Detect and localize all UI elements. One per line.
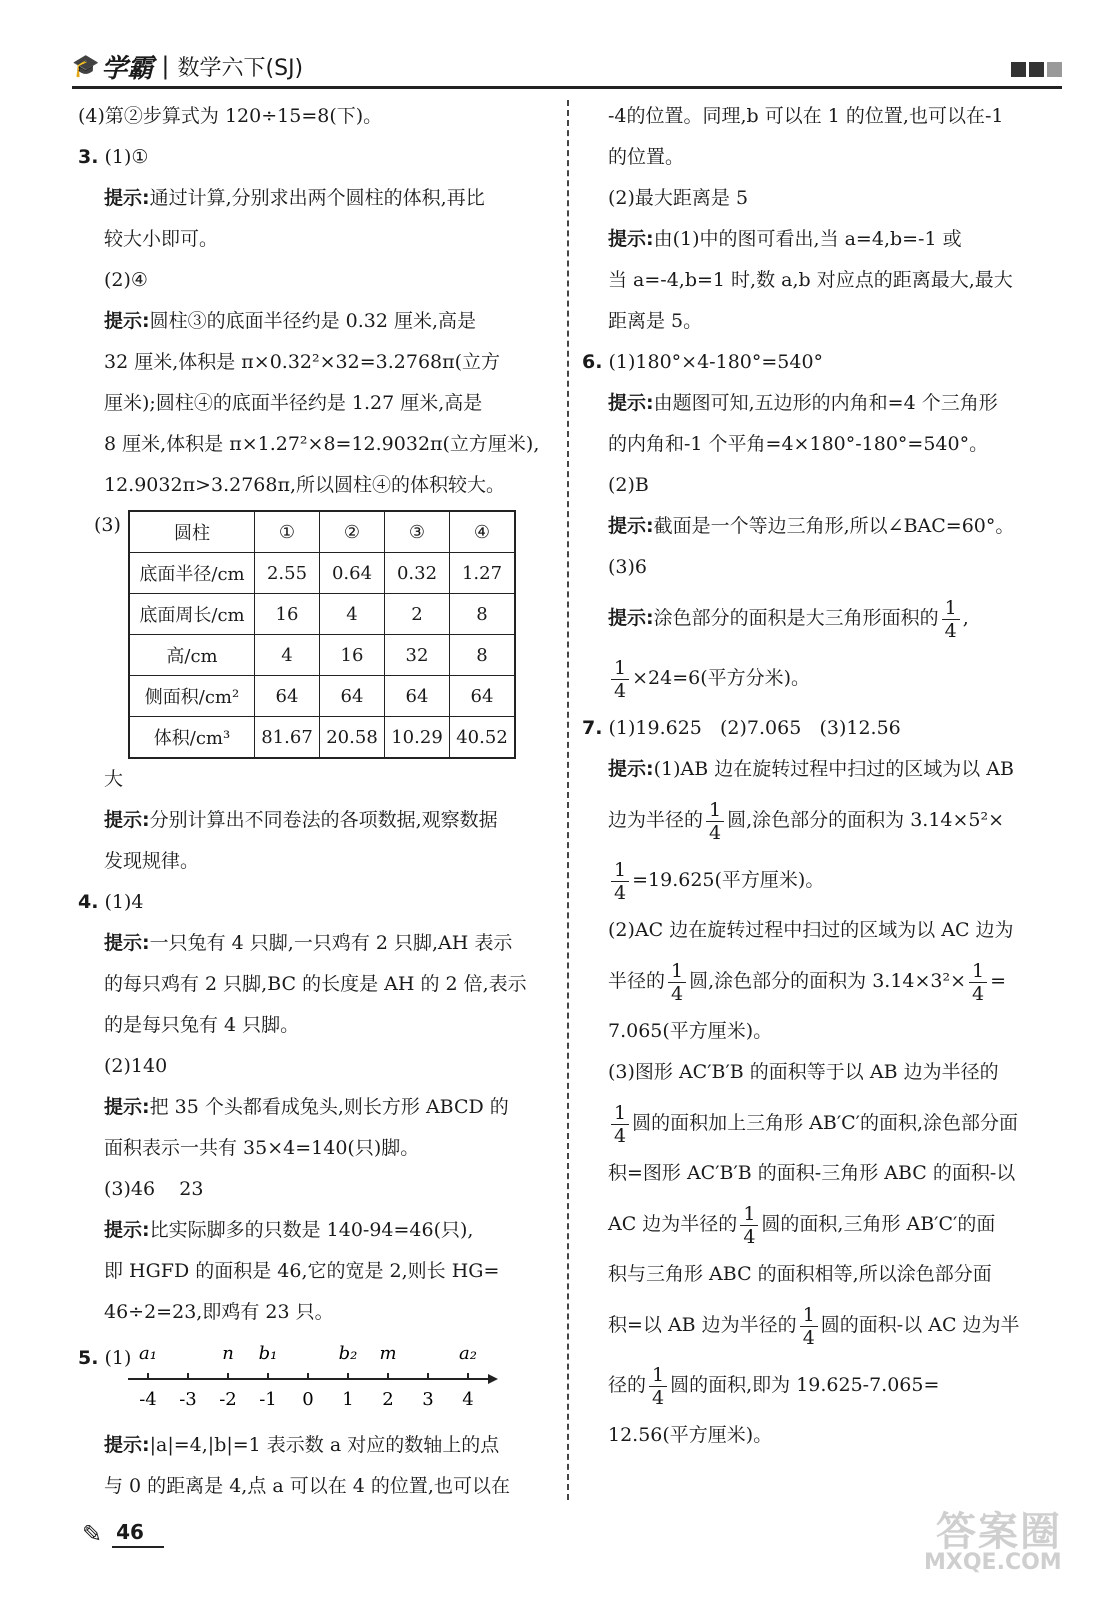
- text-span: 圆,涂色部分的面积为 3.14×5²×: [727, 809, 1005, 831]
- table-cell: 4: [255, 635, 320, 676]
- text-line: 即 HGFD 的面积是 46,它的宽是 2,则长 HG=: [104, 1260, 500, 1282]
- point-label: n: [222, 1343, 234, 1364]
- fraction: [611, 1102, 629, 1147]
- fraction-denominator: 4: [614, 1124, 627, 1147]
- fraction-numerator: 1: [942, 597, 960, 620]
- text-line: (3)图形 AC′B′B 的面积等于以 AB 边为半径的: [608, 1061, 999, 1083]
- fraction-numerator: 1: [740, 1203, 758, 1226]
- hint-label: 提示:: [608, 758, 654, 780]
- table-cell: 64: [320, 676, 385, 717]
- hint-text: 通过计算,分别求出两个圆柱的体积,再比: [149, 187, 485, 209]
- tick-label: -1: [259, 1389, 277, 1410]
- left-column: [78, 96, 556, 1507]
- text-span: ×24=6(平方分米)。: [632, 667, 811, 689]
- header-separator: |: [161, 52, 170, 80]
- hint-text: 比实际脚多的只数是 140-94=46(只),: [149, 1219, 474, 1241]
- tick-label: 4: [462, 1389, 474, 1410]
- hint-line: [582, 383, 1060, 424]
- table-cell: 16: [320, 635, 385, 676]
- text-line: 的每只鸡有 2 只脚,BC 的长度是 AH 的 2 倍,表示: [104, 973, 527, 995]
- table-cell: 底面半径/cm: [129, 553, 255, 594]
- table-header-row: [129, 511, 515, 553]
- fraction-denominator: 4: [652, 1386, 665, 1409]
- text-span: 边为半径的: [608, 809, 704, 831]
- hint-text: 由(1)中的图可看出,当 a=4,b=-1 或: [653, 228, 962, 250]
- text-line: [582, 951, 1060, 1011]
- hint-text: 分别计算出不同卷法的各项数据,观察数据: [149, 809, 498, 831]
- fraction-denominator: 4: [671, 982, 684, 1005]
- text-span: 圆的面积-以 AC 边为半: [820, 1314, 1020, 1336]
- text-line: 的位置。: [608, 146, 685, 168]
- text-line: 的内角和-1 个平角=4×180°-180°=540°。: [608, 433, 989, 455]
- hint-line: [78, 800, 556, 841]
- text-line: [582, 1295, 1060, 1355]
- fraction: [611, 859, 629, 904]
- text-line: 7.065(平方厘米)。: [608, 1020, 773, 1042]
- text-line: [582, 1355, 1060, 1415]
- text-span: 圆的面积,即为 19.625-7.065=: [670, 1374, 940, 1396]
- table-cell: 4: [320, 594, 385, 635]
- hint-line: [78, 1210, 556, 1251]
- question-number: 6.: [582, 351, 603, 373]
- fraction-denominator: 4: [972, 982, 985, 1005]
- cylinder-table: [128, 510, 516, 759]
- text-span: 圆,涂色部分的面积为 3.14×3²×: [689, 970, 967, 992]
- answer: (2)④: [104, 269, 148, 291]
- fraction-numerator: 1: [611, 1102, 629, 1125]
- question-number: 5.: [78, 1347, 99, 1369]
- hint-label: 提示:: [104, 1434, 150, 1456]
- text-span: =19.625(平方厘米)。: [632, 869, 825, 891]
- text-span: 半径的: [608, 970, 666, 992]
- hint-line: 提示:涂色部分的面积是大三角形面积的 $\frac{1}{4}$ ,: [608, 596, 969, 642]
- table-cell: 8: [450, 635, 516, 676]
- table-cell: 10.29: [385, 717, 450, 759]
- fraction-denominator: 4: [614, 679, 627, 702]
- watermark-logo: [920, 1500, 1090, 1590]
- answer: (1)180°×4-180°=540°: [608, 351, 824, 373]
- text-line: 当 a=-4,b=1 时,数 a,b 对应点的距离最大,最大: [608, 269, 1013, 291]
- header-rule: [72, 86, 1062, 89]
- table-row: [129, 594, 515, 635]
- point-label: a₂: [459, 1343, 477, 1364]
- text-line: [582, 1093, 1060, 1153]
- number-line-block: [78, 1335, 556, 1425]
- question-number: 7.: [582, 717, 603, 739]
- watermark-site: MXQE.COM: [924, 1550, 1062, 1575]
- text-span: 圆的面积,三角形 AB′C′的面: [761, 1213, 996, 1235]
- table-cell: 0.64: [320, 553, 385, 594]
- answer: (2)最大距离是 5: [608, 187, 749, 209]
- text-span: AC 边为半径的: [608, 1213, 738, 1235]
- hint-text: 截面是一个等边三角形,所以∠BAC=60°。: [653, 515, 1015, 537]
- fraction: [800, 1304, 818, 1349]
- column-divider: [567, 100, 569, 1500]
- hint-label: 提示:: [608, 607, 654, 629]
- hint-text: 一只兔有 4 只脚,一只鸡有 2 只脚,AH 表示: [149, 932, 513, 954]
- text-line: (2)AC 边在旋转过程中扫过的区域为以 AC 边为: [608, 919, 1014, 941]
- arrow-icon: [488, 1374, 498, 1384]
- hint-line: [582, 219, 1060, 260]
- text-line: 12.56(平方厘米)。: [608, 1424, 773, 1446]
- fraction: [668, 960, 686, 1005]
- cylinder-table-block: [78, 510, 556, 759]
- table-cell: 底面周长/cm: [129, 594, 255, 635]
- logo: [72, 44, 303, 88]
- fraction-denominator: 4: [614, 881, 627, 904]
- table-cell: 0.32: [385, 553, 450, 594]
- fraction-numerator: 1: [649, 1364, 667, 1387]
- book-title: 数学六下(SJ): [177, 55, 304, 81]
- table-row: [129, 553, 515, 594]
- graduation-cap-icon: 🎓: [72, 53, 100, 79]
- text-line: 较大小即可。: [104, 228, 219, 250]
- table-cell: 侧面积/cm²: [129, 676, 255, 717]
- text-line: (4)第②步算式为 120÷15=8(下)。: [78, 105, 383, 127]
- fraction: [969, 960, 987, 1005]
- question-7: [582, 708, 1060, 749]
- tick-label: 3: [422, 1389, 434, 1410]
- text-span: 积=以 AB 边为半径的: [608, 1314, 797, 1336]
- fraction-denominator: 4: [709, 821, 722, 844]
- table-header-cell: ②: [320, 511, 385, 553]
- fraction-numerator: 1: [668, 960, 686, 983]
- hint-text: (1)AB 边在旋转过程中扫过的区域为以 AB: [653, 758, 1014, 780]
- fraction-denominator: 4: [802, 1326, 815, 1349]
- table-cell: 32: [385, 635, 450, 676]
- fraction-denominator: 4: [743, 1225, 756, 1248]
- hint-label: 提示:: [608, 515, 654, 537]
- fraction-numerator: 1: [800, 1304, 818, 1327]
- table-cell: 20.58: [320, 717, 385, 759]
- pencil-icon: ✎: [82, 1520, 103, 1548]
- fraction: [649, 1364, 667, 1409]
- answer: (2)B: [608, 474, 649, 496]
- text-line: 32 厘米,体积是 π×0.32²×32=3.2768π(立方: [104, 351, 501, 373]
- tick-label: 2: [382, 1389, 394, 1410]
- text-line: 发现规律。: [104, 850, 200, 872]
- hint-line: [78, 301, 556, 342]
- table-cell: 40.52: [450, 717, 516, 759]
- answer: (3)46 23: [104, 1178, 204, 1200]
- table-row: [129, 676, 515, 717]
- hint-label: 提示:: [104, 310, 150, 332]
- answer: (1)19.625 (2)7.065 (3)12.56: [608, 717, 901, 739]
- text-line: -4的位置。同理,b 可以在 1 的位置,也可以在-1: [608, 105, 1004, 127]
- table-cell: 8: [450, 594, 516, 635]
- table-cell: 16: [255, 594, 320, 635]
- question-6: [582, 342, 1060, 383]
- answer: (2)140: [104, 1055, 168, 1077]
- hint-label: 提示:: [104, 1219, 150, 1241]
- hint-text: 由题图可知,五边形的内角和=4 个三角形: [653, 392, 998, 414]
- table-cell: 体积/cm³: [129, 717, 255, 759]
- point-label: b₂: [338, 1343, 358, 1364]
- hint-label: 提示:: [608, 228, 654, 250]
- corner-blocks-icon: [1011, 62, 1062, 77]
- question-number: 4.: [78, 891, 99, 913]
- page-header: [72, 44, 1062, 94]
- hint-text: 涂色部分的面积是大三角形面积的: [653, 607, 939, 629]
- hint-label: 提示:: [104, 809, 150, 831]
- logo-text: 学霸: [101, 53, 154, 84]
- hint-line: [78, 1087, 556, 1128]
- hint-line: [582, 749, 1060, 790]
- text-line: [582, 648, 1060, 708]
- hint-label: 提示:: [104, 1096, 150, 1118]
- text-line: [582, 850, 1060, 910]
- tick-label: 0: [302, 1389, 314, 1410]
- table-header-cell: ④: [450, 511, 516, 553]
- table-cell: 64: [385, 676, 450, 717]
- tick-label: -2: [219, 1389, 237, 1410]
- table-header-cell: ③: [385, 511, 450, 553]
- text-line: 46÷2=23,即鸡有 23 只。: [104, 1301, 334, 1323]
- table-cell: 1.27: [450, 553, 516, 594]
- question-3: [78, 137, 556, 178]
- table-row: [129, 635, 515, 676]
- text-line: 积=图形 AC′B′B 的面积-三角形 ABC 的面积-以: [608, 1162, 1016, 1184]
- number-line: [118, 1335, 518, 1415]
- text-span: 圆的面积加上三角形 AB′C′的面积,涂色部分面: [632, 1112, 1019, 1134]
- right-column: [582, 96, 1060, 1456]
- text-line: [582, 1194, 1060, 1254]
- text-line: 面积表示一共有 35×4=140(只)脚。: [104, 1137, 420, 1159]
- table-cell: 2: [385, 594, 450, 635]
- fraction-denominator: 4: [944, 619, 957, 642]
- answer: (3)6: [608, 556, 648, 578]
- table-header-cell: 圆柱: [129, 511, 255, 553]
- text-line: 厘米);圆柱④的底面半径约是 1.27 厘米,高是: [104, 392, 483, 414]
- hint-text: 圆柱③的底面半径约是 0.32 厘米,高是: [149, 310, 477, 332]
- text-line: 8 厘米,体积是 π×1.27²×8=12.9032π(立方厘米),: [104, 433, 540, 455]
- hint-line: [78, 923, 556, 964]
- answer: 大: [104, 768, 124, 790]
- text-line: 与 0 的距离是 4,点 a 可以在 4 的位置,也可以在: [104, 1475, 510, 1497]
- hint-line: [78, 1425, 556, 1466]
- text-line: 距离是 5。: [608, 310, 703, 332]
- point-label: m: [379, 1343, 397, 1364]
- text-line: 12.9032π>3.2768π,所以圆柱④的体积较大。: [104, 474, 505, 496]
- answer: (1)①: [104, 146, 149, 168]
- question-4: [78, 882, 556, 923]
- hint-label: 提示:: [104, 187, 150, 209]
- hint-line: [582, 506, 1060, 547]
- hint-label: 提示:: [104, 932, 150, 954]
- tick-label: -4: [139, 1389, 157, 1410]
- table-cell: 2.55: [255, 553, 320, 594]
- point-label: b₁: [258, 1343, 278, 1364]
- fraction-numerator: 1: [611, 859, 629, 882]
- fraction: [740, 1203, 758, 1248]
- hint-text: |a|=4,|b|=1 表示数 a 对应的数轴上的点: [149, 1434, 500, 1456]
- text-line: 积与三角形 ABC 的面积相等,所以涂色部分面: [608, 1263, 992, 1285]
- point-label: a₁: [139, 1343, 157, 1364]
- hint-text: 把 35 个头都看成兔头,则长方形 ABCD 的: [149, 1096, 509, 1118]
- table-cell: 64: [255, 676, 320, 717]
- table-cell: 81.67: [255, 717, 320, 759]
- fraction: [706, 799, 724, 844]
- fraction: [611, 657, 629, 702]
- fraction-numerator: 1: [611, 657, 629, 680]
- table-cell: 64: [450, 676, 516, 717]
- table-cell: 高/cm: [129, 635, 255, 676]
- hint-line: [78, 178, 556, 219]
- text-span: 径的: [608, 1374, 647, 1396]
- answer: (1): [104, 1347, 132, 1369]
- fraction-numerator: 1: [969, 960, 987, 983]
- tick-label: 1: [342, 1389, 354, 1410]
- answer: (3): [94, 514, 121, 536]
- text-line: 的是每只兔有 4 只脚。: [104, 1014, 300, 1036]
- tick-label: -3: [179, 1389, 197, 1410]
- page-number: 46: [112, 1520, 164, 1548]
- text-line: [582, 790, 1060, 850]
- text-span: =: [990, 970, 1007, 992]
- fraction: [942, 597, 960, 642]
- table-row: [129, 717, 515, 759]
- question-number: 3.: [78, 146, 99, 168]
- hint-label: 提示:: [608, 392, 654, 414]
- watermark-text: 答案圈: [936, 1509, 1062, 1555]
- fraction-numerator: 1: [706, 799, 724, 822]
- page-footer: [82, 1520, 164, 1548]
- answer: (1)4: [104, 891, 144, 913]
- table-header-cell: ①: [255, 511, 320, 553]
